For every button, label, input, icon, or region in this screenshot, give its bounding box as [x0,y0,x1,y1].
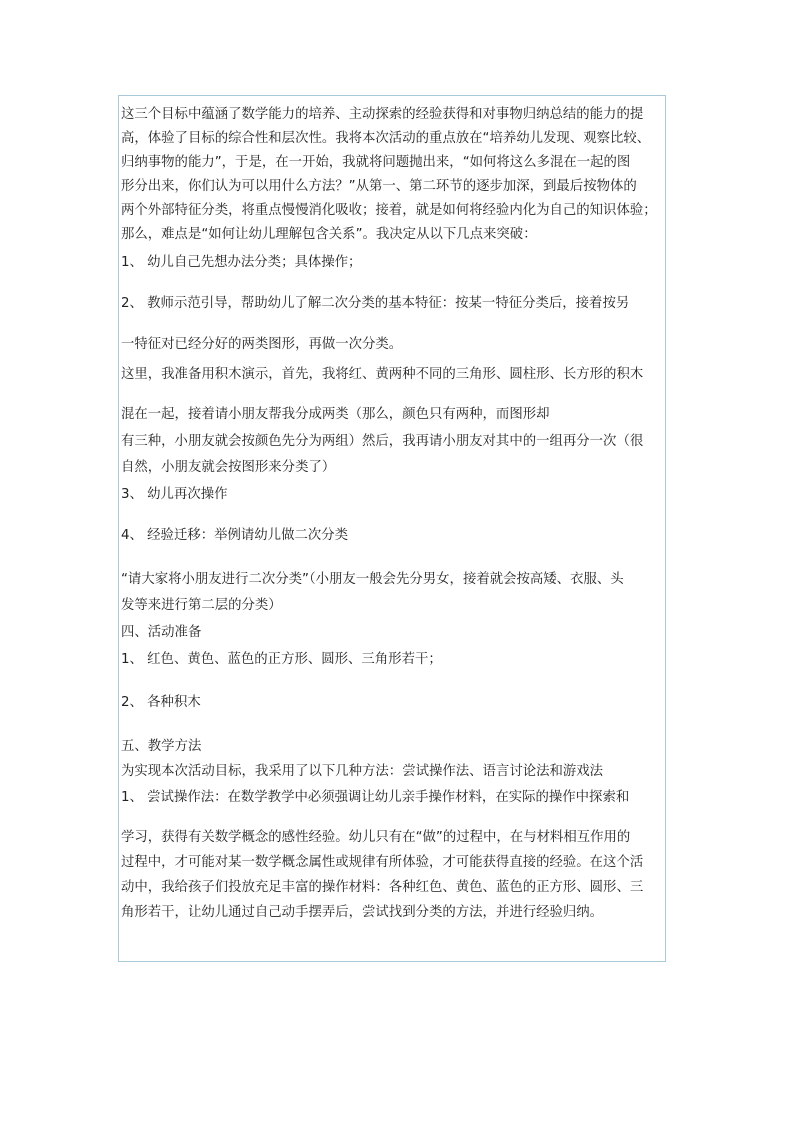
section-heading: 五、教学方法 [121,739,202,754]
text-line: 那么，难点是“如何让幼儿理解包含关系”。我决定从以下几点来突破： [121,227,537,242]
text-line: 混在一起，接着请小朋友帮我分成两类（那么，颜色只有两种，而图形却 [121,407,550,422]
text-line: 有三种，小朋友就会按颜色先分为两组）然后，我再请小朋友对其中的一组再分一次（很 [121,434,644,449]
list-item: 1、 尝试操作法：在数学教学中必须强调让幼儿亲手操作材料，在实际的操作中探索和 [121,790,630,805]
list-item: 1、 红色、黄色、蓝色的正方形、圆形、三角形若干； [121,652,442,667]
text-line: “请大家将小朋友进行二次分类”（小朋友一般会先分男女，接着就会按高矮、衣服、头 [121,572,624,587]
text-line: 这三个目标中蕴涵了数学能力的培养、主动探索的经验获得和对事物归纳总结的能力的提 [121,107,644,122]
list-item: 1、 幼儿自己先想办法分类；具体操作； [121,255,362,270]
text-line: 自然，小朋友就会按图形来分类了） [121,460,336,475]
text-line: 归纳事物的能力”，于是，在一开始，我就将问题抛出来，“如何将这么多混在一起的图 [121,155,631,170]
text-line: 发等来进行第二层的分类） [121,598,282,613]
text-line: 高，体验了目标的综合性和层次性。我将本次活动的重点放在“培养幼儿发现、观察比较、 [121,131,651,146]
text-line: 这里，我准备用积木演示，首先，我将红、黄两种不同的三角形、圆柱形、长方形的积木 [121,367,644,382]
text-line: 形分出来，你们认为可以用什么方法？”从第一、第二环节的逐步加深，到最后按物体的 [121,179,637,194]
text-line: 一特征对已经分好的两类图形，再做一次分类。 [121,337,403,352]
list-item: 2、 教师示范引导，帮助幼儿了解二次分类的基本特征：按某一特征分类后，接着按另 [121,296,630,311]
list-item: 2、 各种积木 [121,695,201,710]
text-line: 过程中，才可能对某一数学概念属性或规律有所体验，才可能获得直接的经验。在这个活 [121,855,644,870]
section-heading: 四、活动准备 [121,625,202,640]
text-line: 为实现本次活动目标，我采用了以下几种方法：尝试操作法、语言讨论法和游戏法 [121,764,604,779]
text-line: 两个外部特征分类，将重点慢慢消化吸收；接着，就是如何将经验内化为自己的知识体验； [121,203,657,218]
text-line: 角形若干，让幼儿通过自己动手摆弄后，尝试找到分类的方法，并进行经验归纳。 [121,905,604,920]
list-item: 4、 经验迁移：举例请幼儿做二次分类 [121,528,349,543]
list-item: 3、 幼儿再次操作 [121,487,228,502]
text-line: 学习，获得有关数学概念的感性经验。幼儿只有在“做”的过程中，在与材料相互作用的 [121,830,631,845]
text-line: 动中，我给孩子们投放充足丰富的操作材料：各种红色、黄色、蓝色的正方形、圆形、三 [121,880,644,895]
